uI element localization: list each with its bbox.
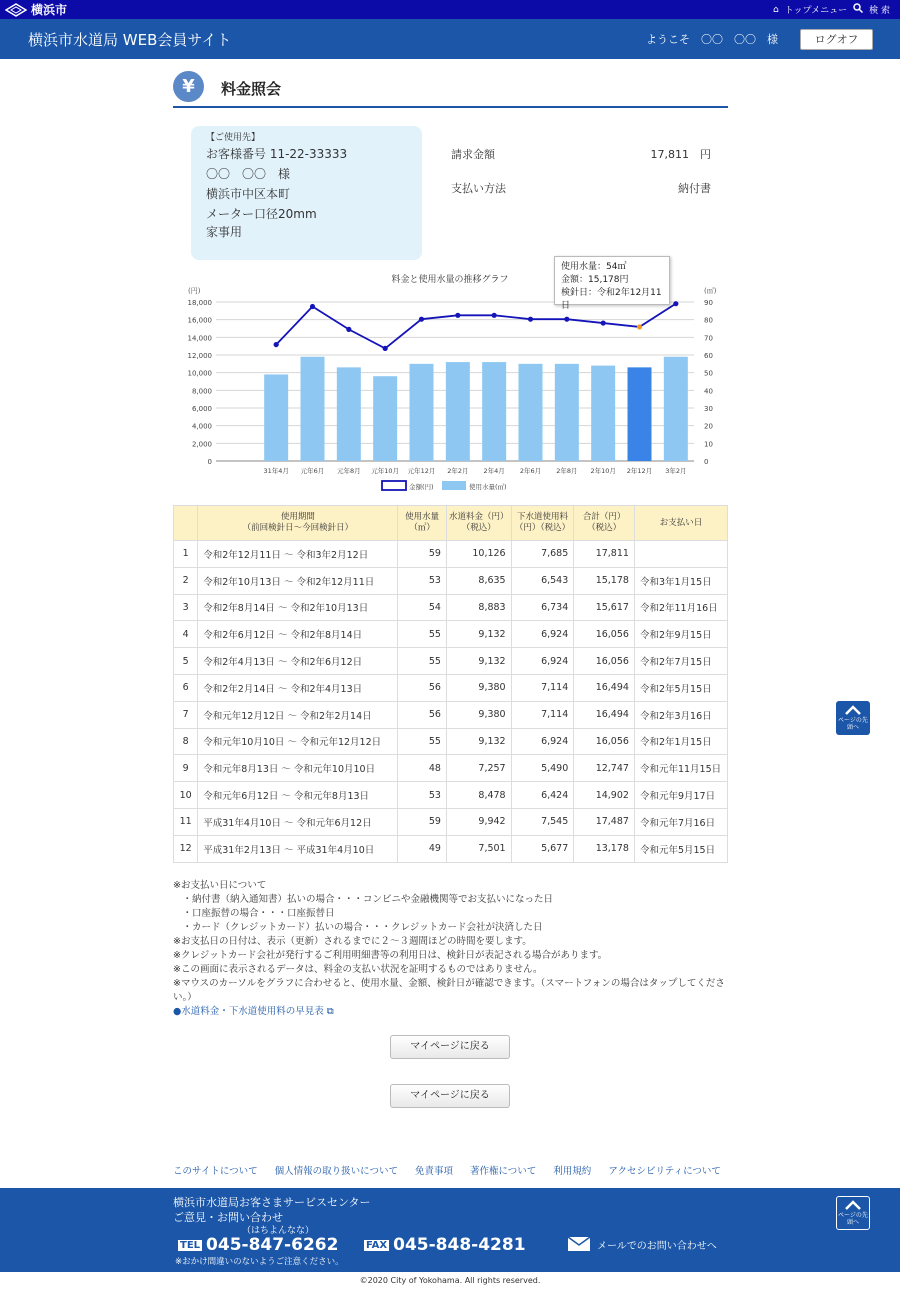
table-cell: 令和元年11月15日 bbox=[634, 755, 727, 782]
meter-size: メーター口径20mm bbox=[206, 207, 317, 221]
table-row bbox=[174, 701, 728, 728]
x-tick: 2年4月 bbox=[483, 467, 505, 475]
table-cell: 5,490 bbox=[511, 755, 574, 782]
x-tick: 2年6月 bbox=[519, 467, 542, 475]
table-cell: 7,545 bbox=[511, 808, 574, 835]
table-cell: 15,178 bbox=[574, 567, 635, 594]
payment-method-label: 支払い方法 bbox=[451, 182, 506, 195]
table-cell: 9,380 bbox=[446, 701, 511, 728]
top-bar bbox=[0, 0, 900, 19]
amount-point bbox=[492, 313, 497, 318]
table-cell: 17,487 bbox=[574, 808, 635, 835]
x-tick: 元年12月 bbox=[407, 467, 436, 475]
x-tick: 31年4月 bbox=[263, 467, 289, 475]
table-cell: 令和元年9月17日 bbox=[634, 782, 727, 809]
note-line: ※お支払日の日付は、表示（更新）されるまでに２〜３週間ほどの時間を要します。 bbox=[173, 936, 532, 947]
customer-address: 横浜市中区本町 bbox=[206, 187, 291, 201]
table-cell: 令和2年8月14日 〜 令和2年10月13日 bbox=[198, 594, 398, 621]
table-cell: 53 bbox=[398, 782, 447, 809]
table-cell: 10 bbox=[174, 782, 198, 809]
table-cell: 56 bbox=[398, 674, 447, 701]
welcome-message: ようこそ 〇〇 〇〇 様 bbox=[646, 33, 778, 46]
table-row bbox=[174, 594, 728, 621]
table-cell: 9,132 bbox=[446, 621, 511, 648]
footer bbox=[0, 1188, 900, 1272]
table-row bbox=[174, 621, 728, 648]
x-tick: 2年2月 bbox=[447, 467, 469, 475]
usage-bar bbox=[446, 362, 470, 461]
table-cell: 54 bbox=[398, 594, 447, 621]
table-cell: 令和元年6月12日 〜 令和元年8月13日 bbox=[198, 782, 398, 809]
table-cell: 6,424 bbox=[511, 782, 574, 809]
x-tick: 2年10月 bbox=[590, 467, 616, 475]
table-cell: 9,942 bbox=[446, 808, 511, 835]
mail-inquiry-link[interactable]: メールでのお問い合わせへ bbox=[567, 1236, 717, 1252]
x-tick: 元年10月 bbox=[371, 467, 400, 475]
y-left-tick: 14,000 bbox=[187, 334, 212, 343]
table-cell: 56 bbox=[398, 701, 447, 728]
x-tick: 2年12月 bbox=[626, 467, 653, 475]
amount-point bbox=[274, 342, 279, 347]
tel-tag: TEL bbox=[180, 1239, 201, 1251]
table-row bbox=[174, 648, 728, 675]
tooltip-usage: 使用水量：54㎥ bbox=[561, 262, 627, 272]
table-header-2: 使用水量 （㎥） bbox=[398, 506, 447, 541]
tooltip-amount: 金額：15,178円 bbox=[561, 275, 629, 285]
table-cell: 7,114 bbox=[511, 701, 574, 728]
table-cell: 8 bbox=[174, 728, 198, 755]
table-cell: 6,924 bbox=[511, 648, 574, 675]
note-line: ・納付書（納入通知書）払いの場合・・・コンビニや金融機関等でお支払いになった日 bbox=[173, 894, 554, 905]
table-header-6: お支払い日 bbox=[634, 506, 727, 541]
table-cell: 令和元年10月10日 〜 令和元年12月12日 bbox=[198, 728, 398, 755]
table-cell: 平成31年2月13日 〜 平成31年4月10日 bbox=[198, 835, 398, 862]
usage-bar bbox=[628, 367, 652, 461]
usage-bar bbox=[410, 364, 434, 461]
table-cell: 53 bbox=[398, 567, 447, 594]
table-cell: 6,924 bbox=[511, 728, 574, 755]
site-title[interactable]: 横浜市水道局 WEB会員サイト bbox=[28, 31, 232, 49]
usage-type: 家事用 bbox=[206, 225, 243, 239]
footer-link[interactable]: 利用規約 bbox=[553, 1166, 592, 1177]
table-row bbox=[174, 728, 728, 755]
table-cell: 5,677 bbox=[511, 835, 574, 862]
amount-point bbox=[346, 327, 351, 332]
footer-link[interactable]: 免責事項 bbox=[414, 1166, 453, 1177]
back-to-mypage-button[interactable]: マイページに戻る bbox=[390, 1035, 510, 1059]
usage-bar bbox=[555, 364, 579, 461]
legend-swatch-amount bbox=[382, 481, 406, 490]
table-cell: 4 bbox=[174, 621, 198, 648]
city-logo[interactable] bbox=[5, 1, 67, 18]
table-row bbox=[174, 835, 728, 862]
table-cell: 12,747 bbox=[574, 755, 635, 782]
billing-summary bbox=[451, 140, 711, 208]
rate-table-link[interactable]: ●水道料金・下水道使用料の早見表 ⧉ bbox=[173, 1006, 334, 1017]
tooltip-date: 検針日：令和2年12月11日 bbox=[561, 288, 662, 311]
amount-point bbox=[564, 317, 569, 322]
x-tick: 元年8月 bbox=[337, 467, 361, 475]
chart-title: 料金と使用水量の推移グラフ bbox=[391, 275, 509, 285]
y-right-tick: 20 bbox=[704, 422, 713, 431]
table-cell: 7,114 bbox=[511, 674, 574, 701]
usage-bar bbox=[591, 366, 615, 461]
table-cell: 12 bbox=[174, 835, 198, 862]
table-cell: 令和元年5月15日 bbox=[634, 835, 727, 862]
amount-point bbox=[528, 317, 533, 322]
usage-bar bbox=[664, 357, 688, 461]
y-right-tick: 10 bbox=[704, 440, 713, 449]
table-cell: 9 bbox=[174, 755, 198, 782]
table-cell: 11 bbox=[174, 808, 198, 835]
amount-point bbox=[419, 317, 424, 322]
billing-amount-value: 17,811 円 bbox=[650, 148, 711, 161]
table-cell: 令和2年11月16日 bbox=[634, 594, 727, 621]
footer-back-to-top-button[interactable]: ページの先頭へ bbox=[836, 1196, 870, 1230]
y-right-tick: 0 bbox=[704, 458, 709, 466]
table-cell: 9,380 bbox=[446, 674, 511, 701]
table-cell: 令和元年8月13日 〜 令和元年10月10日 bbox=[198, 755, 398, 782]
note-line: ・口座振替の場合・・・口座振替日 bbox=[173, 908, 335, 919]
table-cell: 1 bbox=[174, 541, 198, 568]
table-row bbox=[174, 808, 728, 835]
usage-bar bbox=[337, 367, 361, 461]
table-cell: 令和2年2月14日 〜 令和2年4月13日 bbox=[198, 674, 398, 701]
table-row bbox=[174, 782, 728, 809]
table-cell: 48 bbox=[398, 755, 447, 782]
table-cell: 16,494 bbox=[574, 674, 635, 701]
customer-label: 【ご使用先】 bbox=[206, 133, 261, 143]
phone-kana: （はちよんなな） bbox=[242, 1226, 315, 1236]
table-cell: 7 bbox=[174, 701, 198, 728]
table-cell: 14,902 bbox=[574, 782, 635, 809]
note-line: ・カード（クレジットカード）払いの場合・・・クレジットカード会社が決済した日 bbox=[173, 922, 543, 933]
usage-bar bbox=[482, 362, 506, 461]
y-left-unit: (円) bbox=[188, 287, 201, 295]
payment-method-value: 納付書 bbox=[678, 182, 711, 195]
service-center-name: 横浜市水道局お客さまサービスセンター bbox=[173, 1196, 371, 1209]
chart-tooltip bbox=[554, 256, 670, 311]
page-heading bbox=[173, 68, 728, 108]
y-left-tick: 8,000 bbox=[191, 387, 212, 396]
logoff-button[interactable]: ログオフ bbox=[800, 29, 873, 50]
yokohama-emblem-icon bbox=[5, 3, 27, 17]
table-cell: 令和2年9月15日 bbox=[634, 621, 727, 648]
table-cell: 17,811 bbox=[574, 541, 635, 568]
table-cell: 13,178 bbox=[574, 835, 635, 862]
chevron-up-icon bbox=[844, 705, 862, 715]
usage-bar bbox=[519, 364, 543, 461]
table-cell: 令和2年7月15日 bbox=[634, 648, 727, 675]
legend-label-amount: 金額(円) bbox=[409, 483, 434, 491]
y-left-tick: 2,000 bbox=[191, 440, 212, 449]
table-cell: 令和2年10月13日 〜 令和2年12月11日 bbox=[198, 567, 398, 594]
y-left-tick: 4,000 bbox=[191, 422, 212, 431]
fax-number: FAX 045-848-4281 bbox=[366, 1235, 526, 1255]
usage-bar bbox=[373, 376, 397, 461]
legend-swatch-usage bbox=[442, 481, 466, 490]
table-row bbox=[174, 541, 728, 568]
note-line: ※マウスのカーソルをグラフに合わせると、使用水量、金額、検針日が確認できます。（スマートフォンの場合はタップしてください。） bbox=[173, 978, 725, 1003]
back-to-top-label: ページの先頭へ bbox=[838, 717, 868, 731]
amount-point bbox=[310, 304, 315, 309]
x-tick: 2年8月 bbox=[556, 467, 578, 475]
table-cell: 7,501 bbox=[446, 835, 511, 862]
table-header-0 bbox=[174, 506, 198, 541]
footer-link[interactable]: 個人情報の取り扱いについて bbox=[274, 1166, 398, 1177]
amount-point bbox=[601, 320, 606, 325]
legend-label-usage: 使用水量(㎥) bbox=[469, 483, 507, 491]
table-cell: 令和2年3月16日 bbox=[634, 701, 727, 728]
table-cell: 令和2年12月11日 〜 令和3年2月12日 bbox=[198, 541, 398, 568]
search-link[interactable]: 検 索 bbox=[869, 6, 890, 16]
table-cell: 59 bbox=[398, 541, 447, 568]
table-cell: 16,056 bbox=[574, 648, 635, 675]
phone-number[interactable]: TEL 045-847-6262 bbox=[180, 1235, 339, 1255]
table-header-5: 合計（円） （税込） bbox=[574, 506, 635, 541]
table-cell: 9,132 bbox=[446, 728, 511, 755]
x-tick: 3年2月 bbox=[665, 467, 687, 475]
external-link-icon: ⧉ bbox=[326, 1006, 334, 1017]
table-cell: 7,685 bbox=[511, 541, 574, 568]
table-cell: 6,734 bbox=[511, 594, 574, 621]
table-cell: 平成31年4月10日 〜 令和元年6月12日 bbox=[198, 808, 398, 835]
table-cell: 55 bbox=[398, 621, 447, 648]
table-cell: 令和元年7月16日 bbox=[634, 808, 727, 835]
table-cell: 8,883 bbox=[446, 594, 511, 621]
caution-text: ※おかけ間違いのないようご注意ください。 bbox=[175, 1257, 344, 1267]
note-line: ※お支払い日について bbox=[173, 880, 267, 891]
table-cell bbox=[634, 541, 727, 568]
table-cell: 9,132 bbox=[446, 648, 511, 675]
fax-tag: FAX bbox=[366, 1239, 388, 1251]
table-header-4: 下水道使用料 （円）（税込） bbox=[511, 506, 574, 541]
table-cell: 令和2年4月13日 〜 令和2年6月12日 bbox=[198, 648, 398, 675]
usage-bar bbox=[301, 357, 325, 461]
page-title: 料金照会 bbox=[221, 80, 282, 98]
table-cell: 8,478 bbox=[446, 782, 511, 809]
table-cell: 2 bbox=[174, 567, 198, 594]
y-left-tick: 0 bbox=[207, 458, 212, 466]
table-cell: 59 bbox=[398, 808, 447, 835]
table-cell: 55 bbox=[398, 728, 447, 755]
notes-section bbox=[173, 879, 733, 1019]
amount-point bbox=[637, 324, 642, 329]
customer-info-box bbox=[191, 126, 422, 260]
table-cell: 15,617 bbox=[574, 594, 635, 621]
site-header bbox=[0, 19, 900, 59]
y-left-tick: 12,000 bbox=[187, 352, 212, 360]
y-right-tick: 30 bbox=[704, 405, 713, 413]
y-right-tick: 90 bbox=[704, 299, 713, 307]
table-cell: 令和元年12月12日 〜 令和2年2月14日 bbox=[198, 701, 398, 728]
billing-amount-label: 請求金額 bbox=[451, 148, 495, 161]
copyright: ©2020 City of Yokohama. All rights reserved. bbox=[359, 1276, 541, 1285]
city-name: 横浜市 bbox=[31, 3, 68, 17]
top-menu-link[interactable]: トップメニュー bbox=[784, 6, 848, 16]
table-cell: 令和2年5月15日 bbox=[634, 674, 727, 701]
table-cell: 6 bbox=[174, 674, 198, 701]
y-left-tick: 16,000 bbox=[187, 316, 212, 325]
y-right-tick: 80 bbox=[704, 316, 713, 325]
table-header-1: 使用期間 （前回検針日〜今回検針日） bbox=[198, 506, 398, 541]
mail-icon bbox=[567, 1236, 591, 1252]
table-cell: 16,056 bbox=[574, 621, 635, 648]
table-cell: 16,056 bbox=[574, 728, 635, 755]
usage-bar bbox=[264, 374, 288, 461]
table-row bbox=[174, 674, 728, 701]
table-cell: 令和3年1月15日 bbox=[634, 567, 727, 594]
note-line: ※クレジットカード会社が発行するご利用明細書等の利用日は、検針日が表記される場合があります。 bbox=[173, 950, 608, 961]
chevron-up-icon bbox=[844, 1200, 862, 1210]
x-tick: 元年6月 bbox=[300, 467, 325, 475]
table-row bbox=[174, 755, 728, 782]
y-left-tick: 18,000 bbox=[187, 299, 212, 307]
customer-number: お客様番号 11-22-33333 bbox=[206, 147, 348, 161]
table-cell: 55 bbox=[398, 648, 447, 675]
inquiry-label: ご意見・お問い合わせ bbox=[173, 1211, 283, 1224]
table-header-3: 水道料金（円） （税込） bbox=[446, 506, 511, 541]
amount-point bbox=[383, 346, 388, 351]
table-cell: 49 bbox=[398, 835, 447, 862]
home-icon[interactable]: ⌂ bbox=[773, 4, 779, 15]
table-row bbox=[174, 567, 728, 594]
y-right-tick: 60 bbox=[704, 352, 713, 360]
y-left-tick: 10,000 bbox=[187, 369, 212, 378]
table-cell: 7,257 bbox=[446, 755, 511, 782]
footer-link[interactable]: アクセシビリティについて bbox=[608, 1166, 721, 1177]
yen-icon: ¥ bbox=[173, 71, 204, 102]
table-cell: 5 bbox=[174, 648, 198, 675]
customer-name: 〇〇 〇〇 様 bbox=[206, 167, 291, 181]
y-left-tick: 6,000 bbox=[191, 405, 212, 413]
y-right-tick: 40 bbox=[704, 387, 713, 396]
amount-point bbox=[673, 301, 678, 306]
table-cell: 16,494 bbox=[574, 701, 635, 728]
footer-links bbox=[173, 1163, 721, 1177]
search-icon[interactable] bbox=[853, 3, 863, 16]
table-cell: 令和2年6月12日 〜 令和2年8月14日 bbox=[198, 621, 398, 648]
table-cell: 8,635 bbox=[446, 567, 511, 594]
y-right-unit: (㎥) bbox=[704, 287, 717, 295]
footer-link[interactable]: 著作権について bbox=[469, 1166, 537, 1177]
billing-history-table bbox=[173, 505, 728, 863]
amount-point bbox=[455, 313, 460, 318]
footer-link[interactable]: このサイトについて bbox=[173, 1166, 258, 1177]
y-right-tick: 70 bbox=[704, 334, 713, 343]
note-line: ※この画面に表示されるデータは、料金の支払い状況を証明するものではありません。 bbox=[173, 964, 543, 975]
y-right-tick: 50 bbox=[704, 369, 713, 378]
table-cell: 3 bbox=[174, 594, 198, 621]
table-cell: 令和2年1月15日 bbox=[634, 728, 727, 755]
back-to-top-button[interactable] bbox=[836, 701, 870, 735]
back-to-mypage-button-2[interactable]: マイページに戻る bbox=[390, 1084, 510, 1108]
table-cell: 6,924 bbox=[511, 621, 574, 648]
table-cell: 10,126 bbox=[446, 541, 511, 568]
table-cell: 6,543 bbox=[511, 567, 574, 594]
